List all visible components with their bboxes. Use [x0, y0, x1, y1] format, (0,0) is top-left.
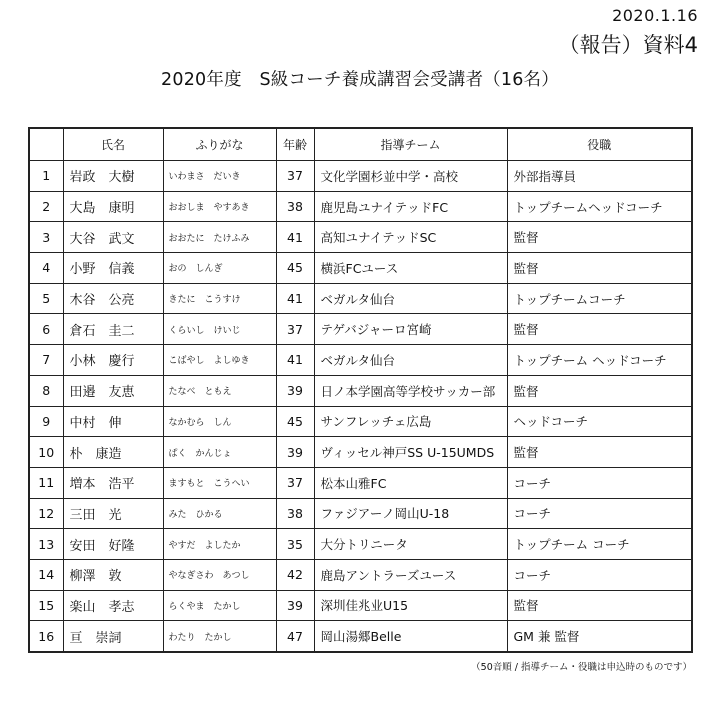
document-date: 2020.1.16 — [612, 6, 698, 25]
participant-age: 47 — [276, 621, 314, 652]
participant-team: テゲバジャーロ宮崎 — [314, 314, 507, 345]
participant-age: 35 — [276, 529, 314, 560]
header-team: 指導チーム — [314, 128, 507, 161]
participant-kana: いわまさ だいき — [163, 161, 276, 192]
participant-role: トップチームコーチ — [507, 283, 692, 314]
participant-age: 42 — [276, 559, 314, 590]
table-row — [29, 191, 692, 222]
table-header-row — [29, 128, 692, 161]
table-row — [29, 314, 692, 345]
table-row — [29, 529, 692, 560]
participant-role: トップチーム コーチ — [507, 529, 692, 560]
participant-kana: やなぎさわ あつし — [163, 559, 276, 590]
row-number: 10 — [29, 437, 63, 468]
participant-age: 41 — [276, 345, 314, 376]
participant-age: 39 — [276, 590, 314, 621]
row-number: 15 — [29, 590, 63, 621]
participant-name: 大島 康明 — [63, 191, 163, 222]
header-age: 年齢 — [276, 128, 314, 161]
document-label: （報告）資料4 — [558, 33, 698, 57]
participant-role: 外部指導員 — [507, 161, 692, 192]
table-row — [29, 222, 692, 253]
participant-role: 監督 — [507, 375, 692, 406]
participant-kana: ますもと こうへい — [163, 467, 276, 498]
row-number: 11 — [29, 467, 63, 498]
participant-team: 文化学園杉並中学・高校 — [314, 161, 507, 192]
participant-kana: ぱく かんじょ — [163, 437, 276, 468]
participant-kana: わたり たかし — [163, 621, 276, 652]
participant-name: 安田 好隆 — [63, 529, 163, 560]
participant-name: 大谷 武文 — [63, 222, 163, 253]
participant-age: 39 — [276, 437, 314, 468]
participant-name: 小林 慶行 — [63, 345, 163, 376]
participant-team: 日ノ本学園高等学校サッカー部 — [314, 375, 507, 406]
table-row — [29, 467, 692, 498]
participant-kana: なかむら しん — [163, 406, 276, 437]
participant-age: 38 — [276, 191, 314, 222]
table-row — [29, 559, 692, 590]
table-row — [29, 253, 692, 284]
participant-role: ヘッドコーチ — [507, 406, 692, 437]
participant-kana: くらいし けいじ — [163, 314, 276, 345]
participants-table — [28, 127, 693, 653]
header-name: 氏名 — [63, 128, 163, 161]
row-number: 1 — [29, 161, 63, 192]
participant-age: 37 — [276, 161, 314, 192]
participant-role: コーチ — [507, 467, 692, 498]
row-number: 7 — [29, 345, 63, 376]
participant-team: ファジアーノ岡山U-18 — [314, 498, 507, 529]
table-row — [29, 590, 692, 621]
participant-team: ベガルタ仙台 — [314, 283, 507, 314]
table-row — [29, 406, 692, 437]
row-number: 13 — [29, 529, 63, 560]
participant-team: 横浜FCユース — [314, 253, 507, 284]
participant-role: GM 兼 監督 — [507, 621, 692, 652]
participant-role: 監督 — [507, 314, 692, 345]
participant-name: 亘 崇詞 — [63, 621, 163, 652]
participant-age: 41 — [276, 222, 314, 253]
table-body — [29, 161, 692, 653]
header-kana: ふりがな — [163, 128, 276, 161]
table-row — [29, 283, 692, 314]
participant-team: ベガルタ仙台 — [314, 345, 507, 376]
participant-role: 監督 — [507, 590, 692, 621]
participant-name: 三田 光 — [63, 498, 163, 529]
row-number: 5 — [29, 283, 63, 314]
participant-team: 深圳佳兆业U15 — [314, 590, 507, 621]
participant-name: 中村 伸 — [63, 406, 163, 437]
participant-team: 鹿島アントラーズユース — [314, 559, 507, 590]
row-number: 6 — [29, 314, 63, 345]
table-row — [29, 375, 692, 406]
row-number: 4 — [29, 253, 63, 284]
participant-kana: おの しんぎ — [163, 253, 276, 284]
participant-role: コーチ — [507, 559, 692, 590]
footnote: （50音順 / 指導チーム・役職は申込時のものです） — [471, 662, 692, 673]
participant-name: 小野 信義 — [63, 253, 163, 284]
table-row — [29, 498, 692, 529]
page-title: 2020年度 S級コーチ養成講習会受講者（16名） — [161, 70, 559, 90]
participant-kana: らくやま たかし — [163, 590, 276, 621]
participant-team: 高知ユナイテッドSC — [314, 222, 507, 253]
participant-name: 木谷 公亮 — [63, 283, 163, 314]
participant-kana: やすだ よしたか — [163, 529, 276, 560]
participant-role: 監督 — [507, 253, 692, 284]
participant-team: 松本山雅FC — [314, 467, 507, 498]
participant-kana: たなべ ともえ — [163, 375, 276, 406]
row-number: 9 — [29, 406, 63, 437]
participant-team: ヴィッセル神戸SS U-15UMDS — [314, 437, 507, 468]
participant-kana: おおたに たけふみ — [163, 222, 276, 253]
row-number: 12 — [29, 498, 63, 529]
participant-age: 38 — [276, 498, 314, 529]
row-number: 8 — [29, 375, 63, 406]
participant-team: 岡山湯郷Belle — [314, 621, 507, 652]
participant-name: 朴 康造 — [63, 437, 163, 468]
participant-role: 監督 — [507, 222, 692, 253]
participant-age: 37 — [276, 314, 314, 345]
table-row — [29, 161, 692, 192]
participant-team: サンフレッチェ広島 — [314, 406, 507, 437]
table-row — [29, 437, 692, 468]
participant-kana: おおしま やすあき — [163, 191, 276, 222]
header-role: 役職 — [507, 128, 692, 161]
participant-name: 楽山 孝志 — [63, 590, 163, 621]
header-no — [29, 128, 63, 161]
participant-name: 岩政 大樹 — [63, 161, 163, 192]
row-number: 2 — [29, 191, 63, 222]
row-number: 3 — [29, 222, 63, 253]
participant-kana: きたに こうすけ — [163, 283, 276, 314]
row-number: 14 — [29, 559, 63, 590]
participant-role: トップチーム ヘッドコーチ — [507, 345, 692, 376]
table-row — [29, 345, 692, 376]
participant-name: 柳澤 敦 — [63, 559, 163, 590]
participant-team: 鹿児島ユナイテッドFC — [314, 191, 507, 222]
participant-role: トップチームヘッドコーチ — [507, 191, 692, 222]
participant-age: 45 — [276, 406, 314, 437]
participant-name: 倉石 圭二 — [63, 314, 163, 345]
participant-kana: みた ひかる — [163, 498, 276, 529]
row-number: 16 — [29, 621, 63, 652]
participant-role: 監督 — [507, 437, 692, 468]
participant-name: 増本 浩平 — [63, 467, 163, 498]
participant-team: 大分トリニータ — [314, 529, 507, 560]
participant-role: コーチ — [507, 498, 692, 529]
participant-age: 45 — [276, 253, 314, 284]
participant-kana: こばやし よしゆき — [163, 345, 276, 376]
participant-age: 39 — [276, 375, 314, 406]
table-row — [29, 621, 692, 652]
participant-name: 田邉 友恵 — [63, 375, 163, 406]
participant-age: 41 — [276, 283, 314, 314]
participant-age: 37 — [276, 467, 314, 498]
